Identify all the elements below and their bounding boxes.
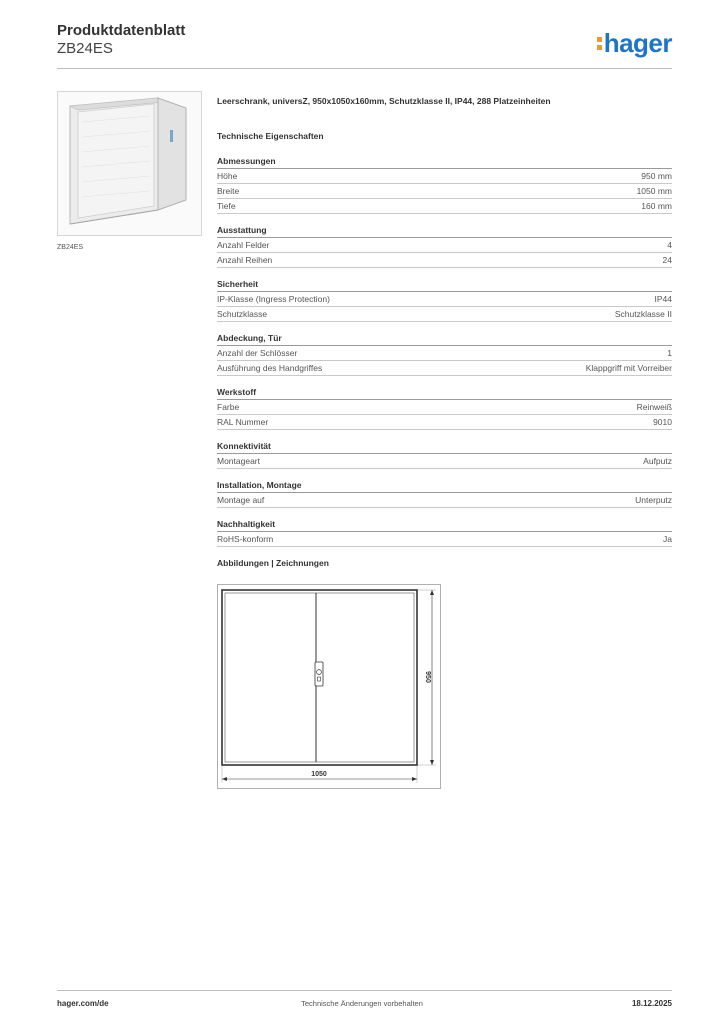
property-value: Unterputz	[635, 495, 672, 505]
footer-website-link[interactable]: hager.com/de	[57, 999, 109, 1008]
section-equipment	[217, 225, 672, 268]
property-value: Ja	[663, 534, 672, 544]
property-value: 9010	[653, 417, 672, 427]
footer-date: 18.12.2025	[631, 999, 672, 1008]
height-label: 950	[424, 671, 431, 683]
property-row	[217, 454, 672, 469]
property-label: RoHS-konform	[217, 534, 274, 544]
section-title: Werkstoff	[217, 387, 672, 400]
property-row	[217, 400, 672, 415]
property-label: Anzahl der Schlösser	[217, 348, 298, 358]
property-value: Schutzklasse II	[614, 309, 672, 319]
section-connectivity	[217, 441, 672, 469]
page-header	[57, 20, 672, 70]
section-title: Installation, Montage	[217, 480, 672, 493]
property-value: Klappgriff mit Vorreiber	[585, 363, 672, 373]
property-label: Anzahl Felder	[217, 240, 270, 250]
footer-divider	[57, 990, 672, 991]
property-label: Farbe	[217, 402, 240, 412]
property-label: IP-Klasse (Ingress Protection)	[217, 294, 330, 304]
property-label: Schutzklasse	[217, 309, 268, 319]
door-handle-icon	[315, 662, 323, 686]
property-value: 1	[667, 348, 672, 358]
property-value: IP44	[654, 294, 672, 304]
hager-logo	[597, 28, 672, 59]
property-row	[217, 307, 672, 322]
property-row	[217, 415, 672, 430]
property-row	[217, 184, 672, 199]
property-value: 4	[667, 240, 672, 250]
logo-dots-icon	[597, 37, 603, 51]
property-row	[217, 238, 672, 253]
property-row	[217, 253, 672, 268]
property-row	[217, 532, 672, 547]
property-row	[217, 169, 672, 184]
property-row	[217, 346, 672, 361]
section-sustainability	[217, 519, 672, 547]
product-content	[217, 96, 672, 568]
property-label: Montageart	[217, 456, 260, 466]
section-cover-door	[217, 333, 672, 376]
property-value: Aufputz	[643, 456, 672, 466]
property-value: 160 mm	[641, 201, 672, 211]
section-title: Abmessungen	[217, 156, 672, 169]
product-image-caption: ZB24ES	[57, 244, 84, 251]
property-row	[217, 361, 672, 376]
property-value: 24	[662, 255, 672, 265]
property-label: Tiefe	[217, 201, 236, 211]
arrow-left-icon	[222, 777, 227, 781]
section-title: Abdeckung, Tür	[217, 333, 672, 346]
technical-drawing	[217, 584, 441, 789]
property-value: Reinweiß	[636, 402, 672, 412]
section-title: Nachhaltigkeit	[217, 519, 672, 532]
enclosure-drawing	[218, 585, 440, 788]
arrow-up-icon	[430, 590, 434, 595]
document-title: Produktdatenblatt	[57, 22, 186, 39]
technical-properties-title: Technische Eigenschaften	[217, 131, 324, 141]
width-label: 1050	[311, 771, 327, 778]
product-image	[57, 91, 202, 236]
section-safety	[217, 279, 672, 322]
images-drawings-title: Abbildungen | Zeichnungen	[217, 558, 329, 568]
property-label: Anzahl Reihen	[217, 255, 273, 265]
property-label: Ausführung des Handgriffes	[217, 363, 323, 373]
section-title: Ausstattung	[217, 225, 672, 238]
logo-text: hager	[603, 28, 672, 58]
product-code: ZB24ES	[57, 40, 113, 57]
property-value: 950 mm	[641, 171, 672, 181]
arrow-right-icon	[412, 777, 417, 781]
section-installation	[217, 480, 672, 508]
property-value: 1050 mm	[636, 186, 672, 196]
section-dimensions	[217, 156, 672, 214]
property-label: Montage auf	[217, 495, 265, 505]
property-row	[217, 493, 672, 508]
section-title: Sicherheit	[217, 279, 672, 292]
section-material	[217, 387, 672, 430]
property-label: Höhe	[217, 171, 238, 181]
property-row	[217, 292, 672, 307]
enclosure-photo-icon	[58, 92, 201, 235]
property-label: Breite	[217, 186, 240, 196]
header-divider	[57, 68, 672, 69]
section-title: Konnektivität	[217, 441, 672, 454]
arrow-down-icon	[430, 760, 434, 765]
property-row	[217, 199, 672, 214]
property-label: RAL Nummer	[217, 417, 269, 427]
footer-note: Technische Änderungen vorbehalten	[301, 999, 423, 1008]
product-description: Leerschrank, universZ, 950x1050x160mm, Schutzklasse II, IP44, 288 Platzeinheiten	[217, 96, 551, 106]
